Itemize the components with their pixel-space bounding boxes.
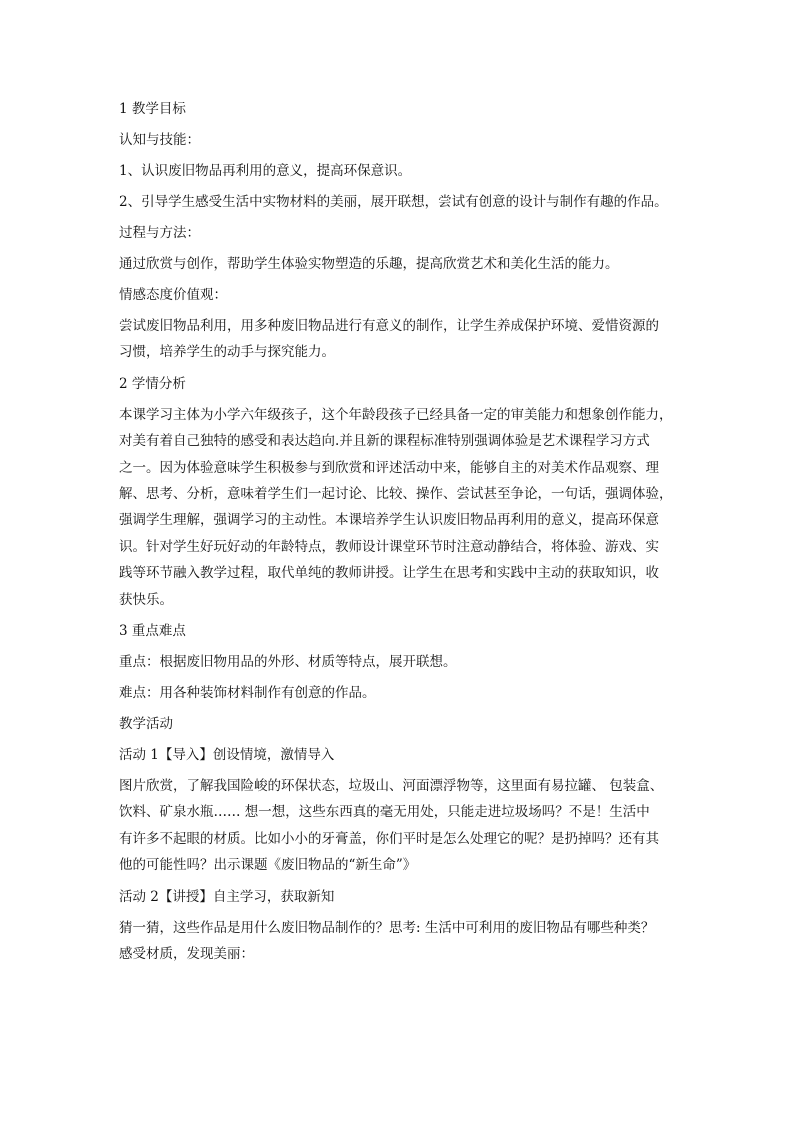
attitude-paragraph: [119, 313, 679, 366]
paragraph-line: 有许多不起眼的材质。比如小小的牙膏盖，你们平时是怎么处理它的呢？是扔掉吗？还有其: [119, 830, 659, 847]
document-body: [119, 100, 679, 977]
keypoint-focus: 重点：根据废旧物用品的外形、材质等特点，展开联想。: [119, 654, 457, 671]
paragraph-line: 践等环节融入教学过程，取代单纯的教师讲授。让学生在思考和实践中主动的获取知识，收: [119, 565, 659, 582]
paragraph-line: 解、思考、分析，意味着学生们一起讨论、比较、操作、尝试甚至争论，一句话，强调体验，: [119, 486, 673, 503]
paragraph-line: 尝试废旧物品利用，用多种废旧物品进行有意义的制作，让学生养成保护环境、爱惜资源的: [119, 318, 659, 334]
analysis-paragraph: [119, 402, 679, 613]
section-heading-objectives: 1 教学目标: [119, 101, 186, 117]
activity-2-heading: 活动 2【讲授】自主学习，获取新知: [119, 888, 335, 905]
section-heading-analysis: 2 学情分析: [119, 375, 186, 392]
keypoint-difficulty: 难点：用各种装饰材料制作有创意的作品。: [119, 685, 376, 702]
objective-item-1: 1、认识废旧物品再利用的意义，提高环保意识。: [119, 163, 412, 179]
paragraph-line: 对美有着自己独特的感受和表达趋向.并且新的课程标准特别强调体验是艺术课程学习方式: [119, 433, 650, 450]
paragraph-line: 饮料、矿泉水瓶…… 想一想，这些东西真的毫无用处，只能走进垃圾场吗？不是！生活中: [119, 804, 650, 821]
activity-1-heading: 活动 1【导入】创设情境，激情导入: [119, 747, 335, 764]
subheading-process: 过程与方法：: [119, 225, 200, 241]
section-heading-keypoints: 3 重点难点: [119, 623, 186, 640]
process-text: 通过欣赏与创作，帮助学生体验实物塑造的乐趣，提高欣赏艺术和美化生活的能力。: [119, 256, 619, 272]
paragraph-line: 感受材质，发现美丽：: [119, 946, 254, 963]
paragraph-line: 之一。因为体验意味学生积极参与到欣赏和评述活动中来，能够自主的对美术作品观察、理: [119, 459, 659, 476]
activity-2-paragraph: [119, 915, 679, 968]
paragraph-line: 他的可能性吗？出示课题《废旧物品的“新生命”》: [119, 857, 417, 874]
subheading-cognition: 认知与技能：: [119, 132, 200, 148]
objective-item-2: 2、引导学生感受生活中实物材料的美丽，展开联想，尝试有创意的设计与制作有趣的作品。: [119, 194, 668, 210]
activity-1-paragraph: [119, 773, 679, 879]
subheading-attitude: 情感态度价值观：: [119, 287, 227, 303]
paragraph-line: 获快乐。: [119, 591, 173, 608]
paragraph-line: 猜一猜，这些作品是用什么废旧物品制作的？思考: 生活中可利用的废旧物品有哪些种类？: [119, 919, 655, 936]
section-heading-activities: 教学活动: [119, 716, 173, 733]
paragraph-line: 习惯，培养学生的动手与探究能力。: [119, 344, 335, 361]
paragraph-line: 本课学习主体为小学六年级孩子，这个年龄段孩子已经具备一定的审美能力和想象创作能力，: [119, 406, 673, 423]
paragraph-line: 图片欣赏，了解我国险峻的环保状态，垃圾山、河面漂浮物等，这里面有易拉罐、 包装盒、: [119, 778, 664, 795]
paragraph-line: 强调学生理解，强调学习的主动性。本课培养学生认识废旧物品再利用的意义，提高环保意: [119, 512, 659, 529]
paragraph-line: 识。针对学生好玩好动的年龄特点，教师设计课堂环节时注意动静结合，将体验、游戏、实: [119, 538, 659, 555]
